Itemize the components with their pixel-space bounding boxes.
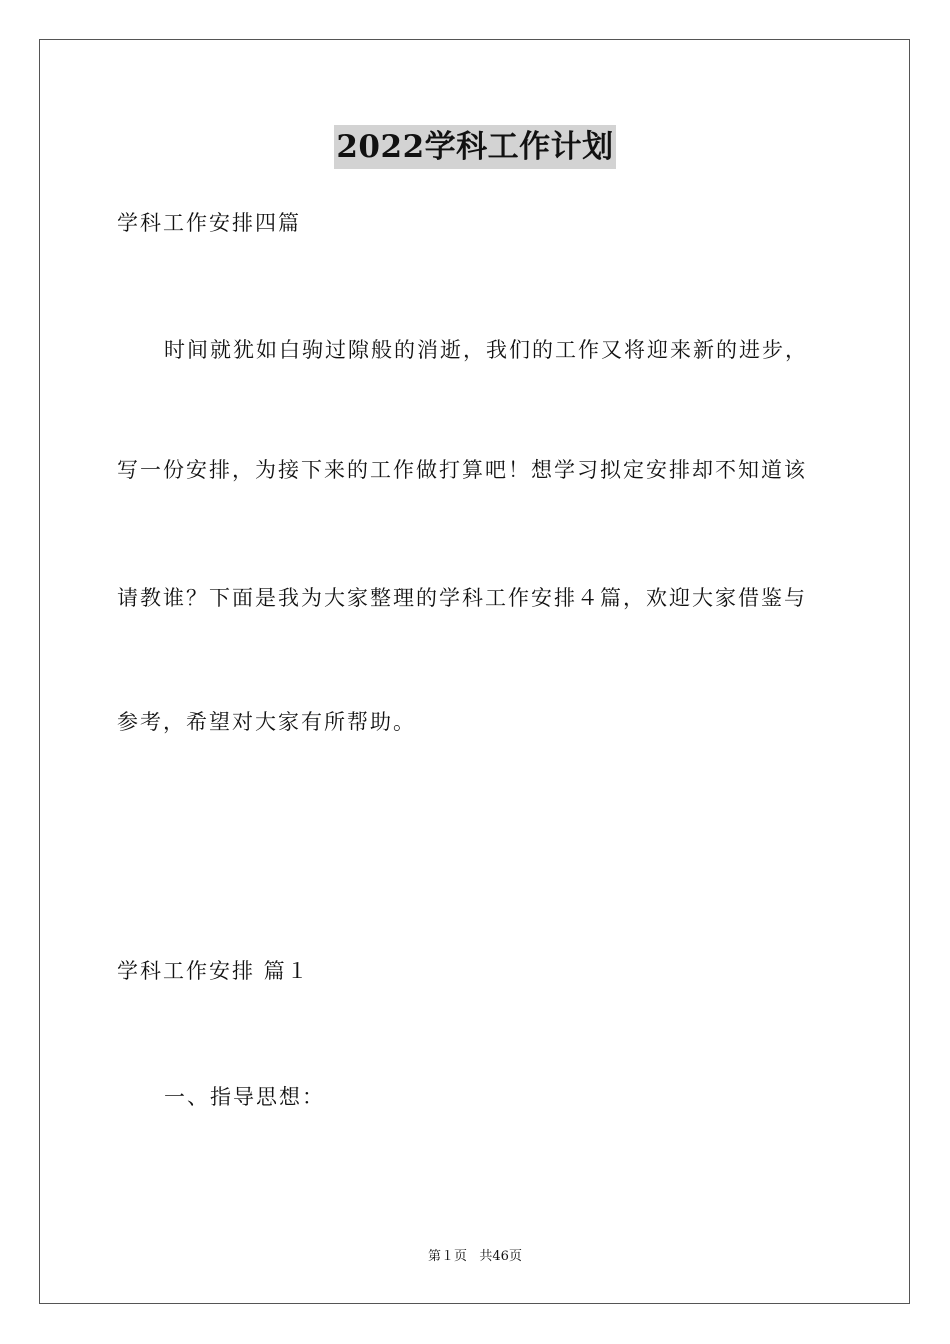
intro-line-1: 时间就犹如白驹过隙般的消逝，我们的工作又将迎来新的进步， [164, 338, 808, 362]
page-footer: 第１页 共46页 [428, 1249, 522, 1264]
title-container [0, 125, 950, 169]
intro-line-4: 参考，希望对大家有所帮助。 [117, 710, 416, 734]
section-heading: 学科工作安排 篇１ [117, 959, 310, 983]
subsection-heading: 一、指导思想： [164, 1085, 325, 1109]
document-subtitle: 学科工作安排四篇 [117, 211, 301, 235]
intro-line-2: 写一份安排，为接下来的工作做打算吧！想学习拟定安排却不知道该 [117, 458, 807, 482]
intro-line-3: 请教谁？下面是我为大家整理的学科工作安排４篇，欢迎大家借鉴与 [117, 586, 807, 610]
document-title: 2022学科工作计划 [334, 125, 615, 169]
